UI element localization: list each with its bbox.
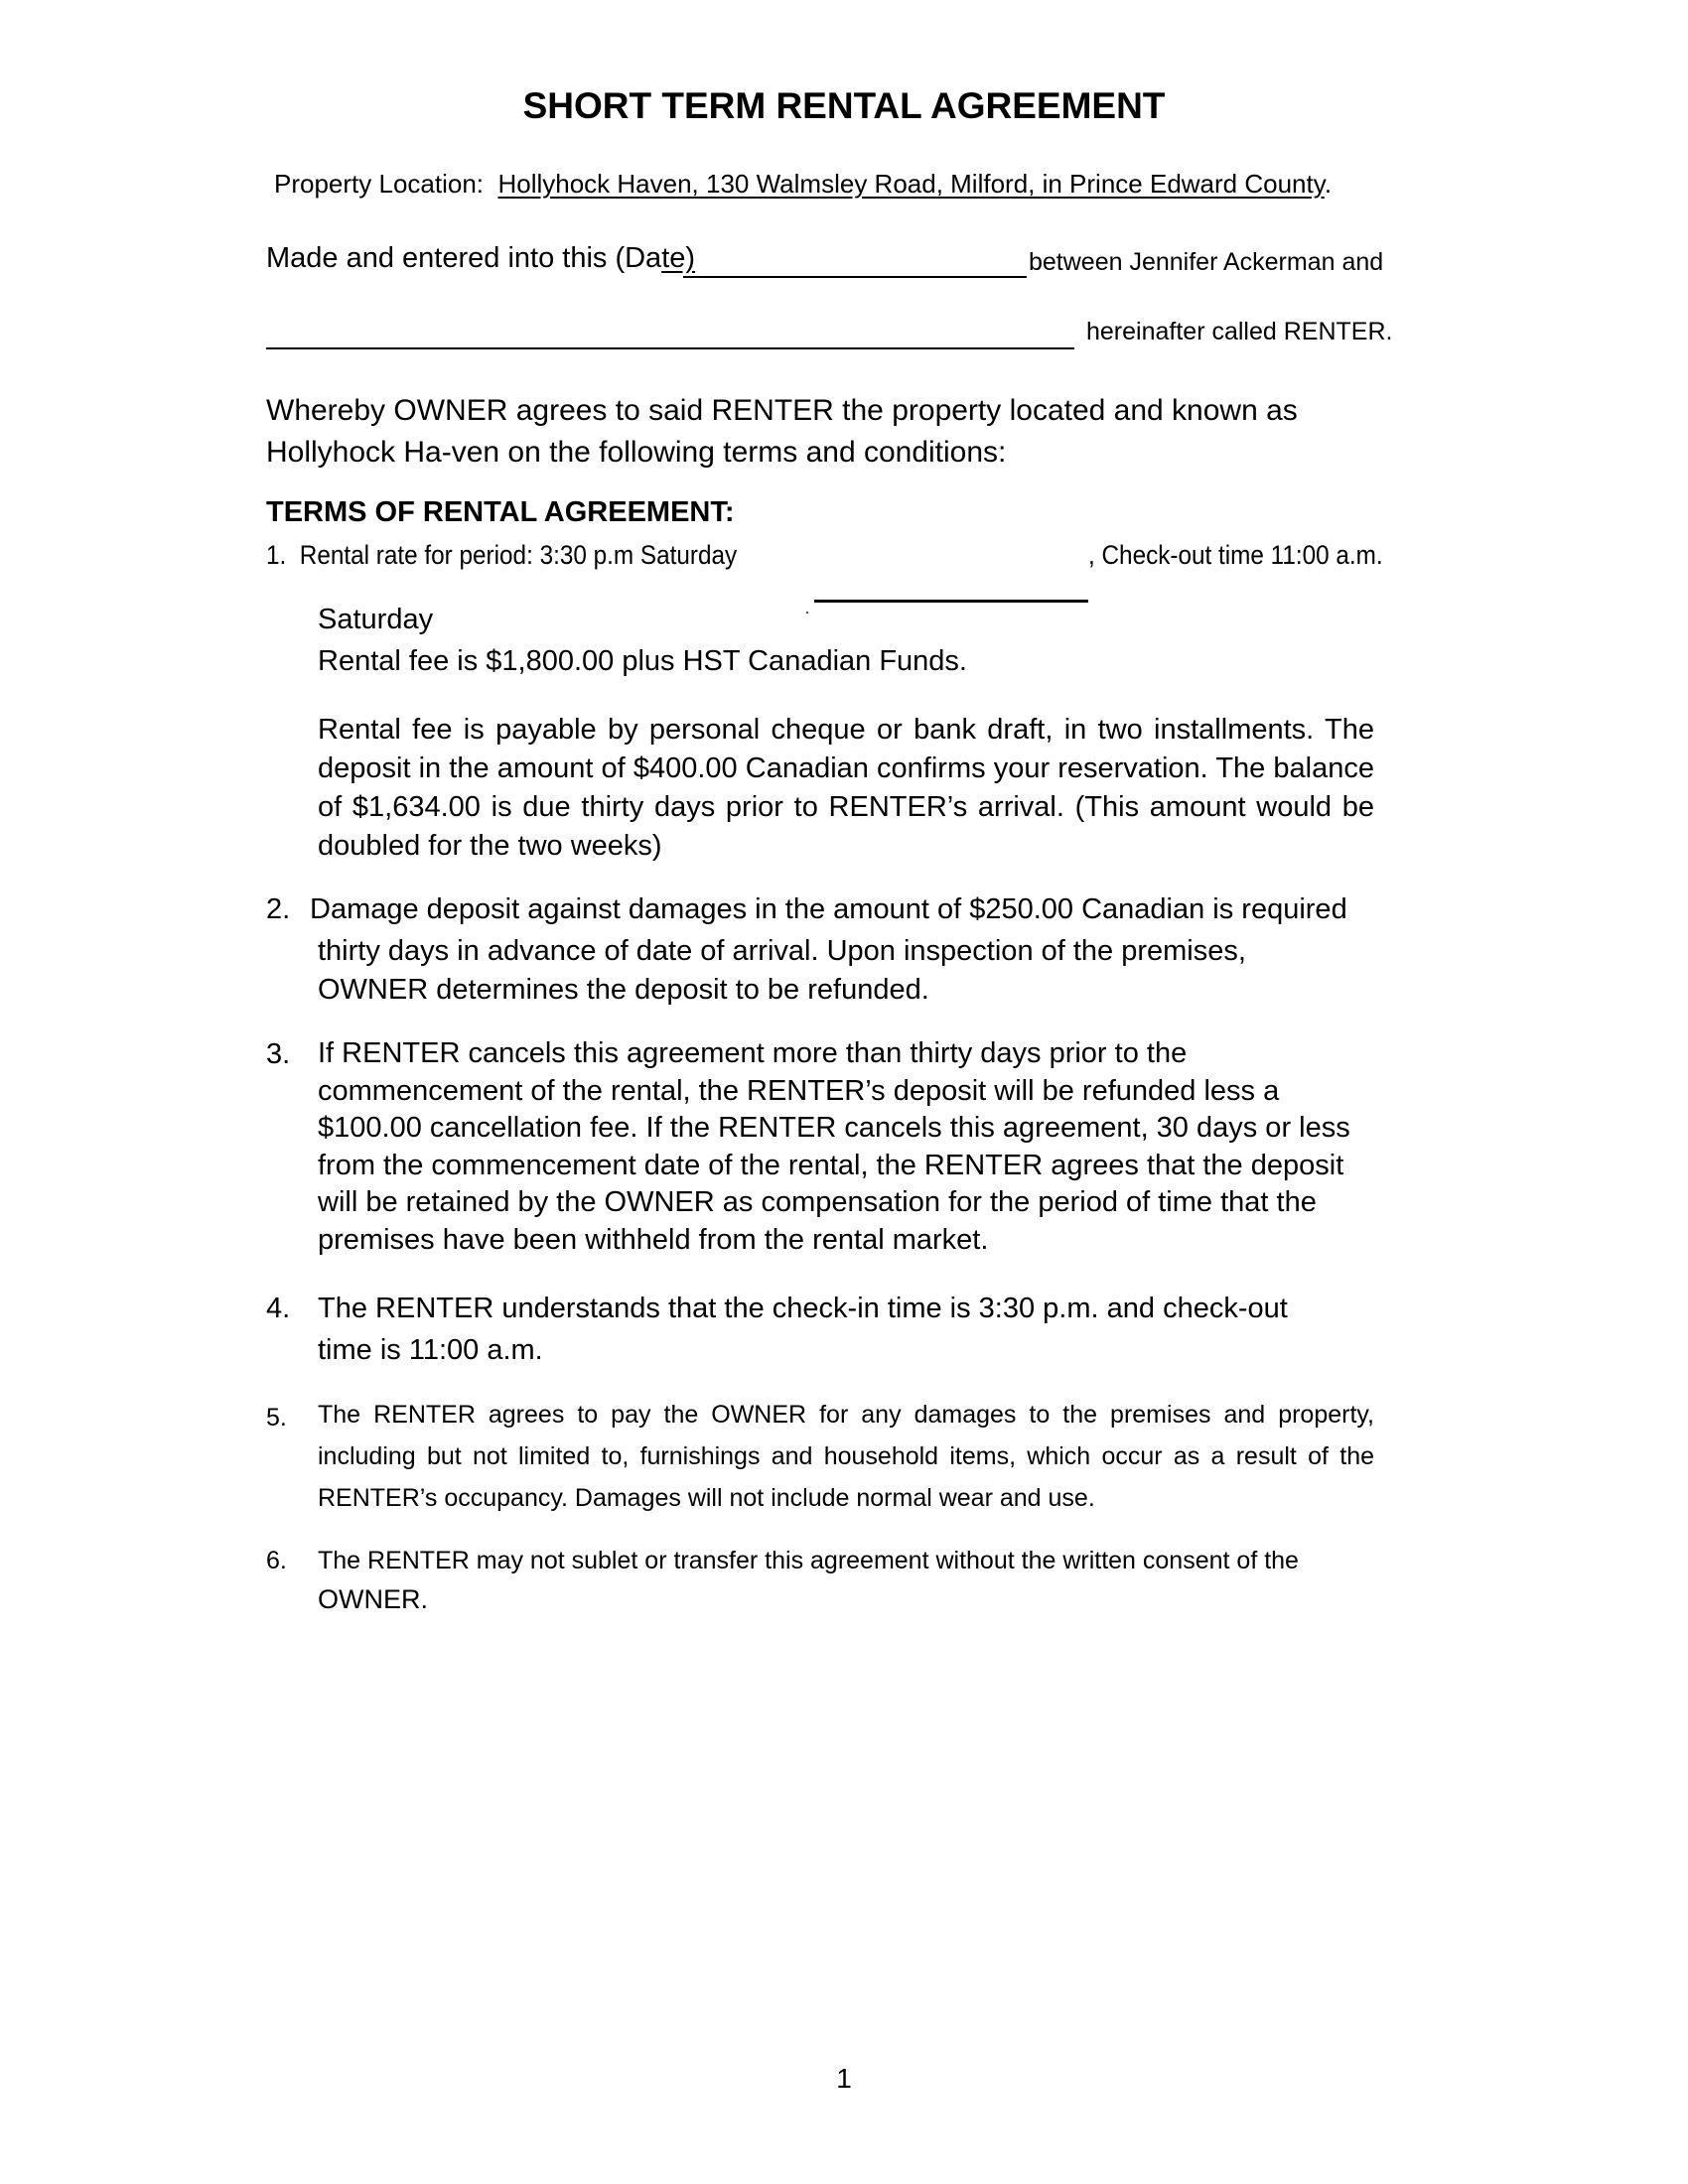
date-underlined: te) xyxy=(661,242,696,274)
page-number: 1 xyxy=(836,2063,852,2094)
terms-heading: TERMS OF RENTAL AGREEMENT: xyxy=(266,496,735,528)
item-4-line-2: time is 11:00 a.m. xyxy=(318,1334,543,1366)
item-1-number: 1. xyxy=(266,540,287,570)
item-2-rest: thirty days in advance of date of arrival. Upon inspection of the premises, OWNER determines the deposit to be refunded. xyxy=(318,935,1246,1006)
item-5-number: 5. xyxy=(266,1404,287,1432)
between-owner: between Jennifer Ackerman and xyxy=(1029,248,1384,276)
date-prefix: Made and entered into this (Da xyxy=(266,242,662,274)
property-location xyxy=(274,169,1332,200)
date-row xyxy=(266,242,695,275)
item-1-payment: Rental fee is payable by personal cheque or bank draft, in two installments. The deposit in the amount of $400.00 Canadian confirms your reservation. The balance of $1,634.00 is due thirty days prior to RENTER’s arrival. (This amount would be doubled for the two weeks) xyxy=(318,714,1374,862)
item-2-number: 2. xyxy=(266,893,291,925)
item-5-text: The RENTER agrees to pay the OWNER for any damages to the premises and property, including but not limited to, furnishings and household items, which occur as a result of the RENTER’s occupancy. Damages will not include normal wear and use. xyxy=(318,1401,1374,1512)
item-1-blank-line xyxy=(814,600,1088,603)
item-6-line-1: The RENTER may not sublet or transfer this agreement without the written consent of the xyxy=(318,1547,1299,1574)
renter-name-blank-line xyxy=(266,347,1074,349)
document-title: SHORT TERM RENTAL AGREEMENT xyxy=(522,85,1166,126)
stray-mark xyxy=(806,612,808,614)
item-1-text: Rental rate for period: 3:30 p.m Saturday xyxy=(299,540,738,570)
property-location-label: Property Location: xyxy=(274,169,485,199)
item-3-number: 3. xyxy=(266,1038,291,1070)
item-6-number: 6. xyxy=(266,1547,287,1574)
whereby-paragraph: Whereby OWNER agrees to said RENTER the property located and known as Hollyhock Ha-ven on the following terms and conditions: xyxy=(266,394,1298,469)
renter-designation: hereinafter called RENTER. xyxy=(1086,318,1393,345)
item-3-text: If RENTER cancels this agreement more than thirty days prior to the commencement of the rental, the RENTER’s deposit will be refunded less a $100.00 cancellation fee. If the RENTER cancels this agreement, 30 days or less from the commencement date of the rental, the RENTER agrees that the deposit will be retained by the OWNER as compensation for the period of time that the premises have been withheld from the rental market. xyxy=(318,1037,1350,1256)
date-blank-line xyxy=(683,276,1027,278)
item-1-saturday: Saturday xyxy=(318,604,434,635)
item-4-line-1: The RENTER understands that the check-in time is 3:30 p.m. and check-out xyxy=(318,1293,1288,1324)
item-4-number: 4. xyxy=(266,1293,291,1324)
item-1-first-line xyxy=(266,540,737,571)
property-location-value: Hollyhock Haven, 130 Walmsley Road, Milford, in Prince Edward County xyxy=(497,169,1325,199)
item-6-line-2: OWNER. xyxy=(318,1584,428,1614)
item-2-first-line: Damage deposit against damages in the amount of $250.00 Canadian is required xyxy=(310,893,1347,925)
item-1-fee: Rental fee is $1,800.00 plus HST Canadian Funds. xyxy=(318,645,967,677)
item-1-checkout: , Check-out time 11:00 a.m. xyxy=(1088,540,1383,570)
property-location-period: . xyxy=(1324,169,1333,199)
